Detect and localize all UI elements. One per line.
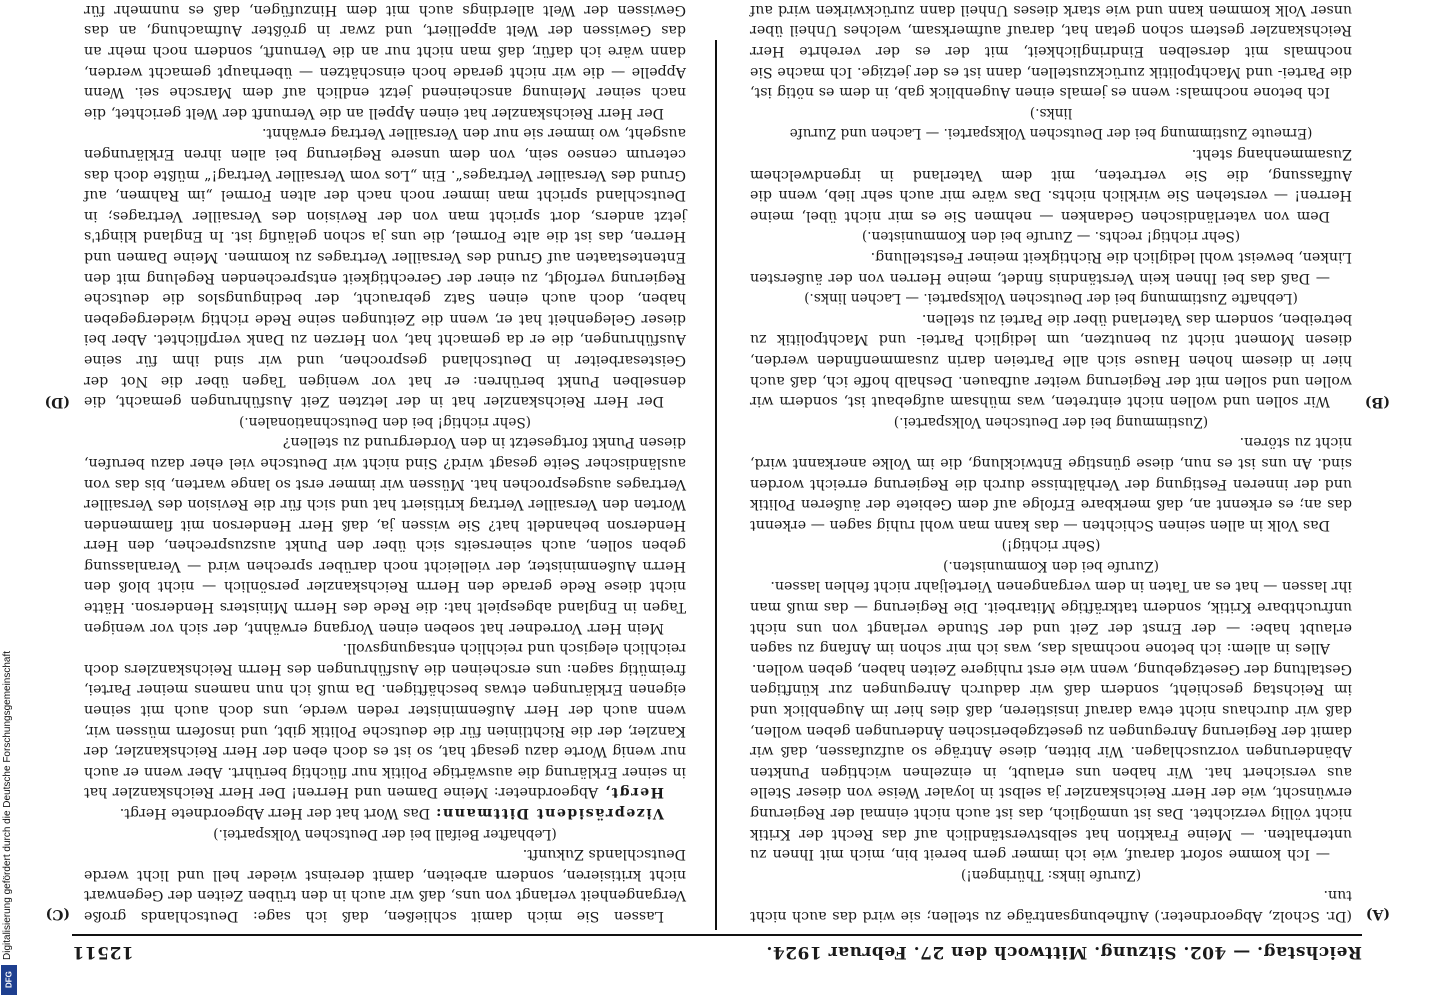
- paragraph: Dem von vaterländischen Gedanken — nehmen Sie es mir nicht übel, meine Herren! — verstehen Sie wirklich nichts. Das wäre mir auch sehr lieb, wenn die Auffassung, die Sie vertreten, mit dem Vaterland in irgendwelchem Zusammenhang steht.: [750, 146, 1352, 224]
- speaker-label: Vizepräsident Dittmann:: [434, 805, 664, 822]
- paragraph: Mein Herr Vorredner hat soeben einen Vorgang erwähnt, der sich vor wenigen Tagen in England abgespielt hat: die Rede des Herrn Ministers Henderson. Hätte nicht diese Rede gerade den Herrn Reichskanzler persönlich — nicht bloß den Herrn Außenminister, der vielleicht noch darüber sprechen wird — Veranlassung geben sollen, auch seinerseits sich über den Punkt auszusprechen, den Herr Henderson behandelt hat? Sie wissen ja, daß Herr Henderson mit flammenden Worten den Versailler Vertrag kritisiert hat und sich für die Revision des Versailler Vertrages ausgesprochen hat. Müssen wir immer erst so lange warten, bis das von ausländischer Seite gesagt wird? Sind nicht wir Deutsche viel eher dazu berufen, diesen Punkt fortgesetzt in den Vordergrund zu stellen?: [84, 434, 686, 636]
- interjection: (Zustimmung bei der Deutschen Volkspartei.): [893, 413, 1209, 430]
- digitization-sidebar: [0, 600, 18, 1000]
- paragraph: [84, 802, 686, 823]
- paragraph: — Daß das bei Ihnen kein Verständnis findet, meine Herren von der äußersten Linken, beweist wohl lediglich die Richtigkeit meiner Feststellung.: [750, 249, 1352, 286]
- margin-marker-b: (B): [1364, 394, 1390, 410]
- paragraph: Wir sollen und wollen nicht eintreten, was mühsam aufgebaut ist, sondern wir wollen und sollen mit der Regierung weiter aufbauen. Deshalb hoffe ich, daß auch hier in diesem hohen Hause sich alle Parteien darin zusammenfinden werden, diesen Moment nicht zu benutzen, um lediglich Partei- und Machtpolitik zu betreiben, sondern das Vaterland über die Partei zu stellen.: [750, 310, 1352, 410]
- interjection: (Sehr richtig! bei den Deutschnationalen.): [239, 413, 531, 430]
- page-number: 12511: [72, 942, 134, 962]
- column-rule: [715, 40, 717, 930]
- speaker-label: (Dr. Scholz, Abgeordneter.): [1154, 908, 1352, 924]
- dfg-logo: DFG: [1, 965, 17, 995]
- page-content: [44, 1, 1390, 970]
- paragraph: Ich betone nochmals: wenn es jemals einen Augenblick gab, in dem es nötig ist, die Partei- und Machtpolitik zurückzustellen, dann ist es der jetzige. Ich mache Sie nochmals mit derselben Eindringlichkeit, mit der es der verehrte Herr Reichskanzler gestern schon getan hat, darauf aufmerksam, welches Unheil über unser Volk kommen kann und wie stark dieses Unheil dann zurückwirken wird auf: [750, 1, 1352, 101]
- margin-marker-c: (C): [45, 906, 70, 922]
- digitization-credit: Digitalisierung gefördert durch die Deutsche Forschungsgemeinschaft: [2, 650, 13, 960]
- interjection: (Lebhafte Zustimmung bei der Deutschen Volkspartei. — Lachen links.): [804, 290, 1298, 307]
- interjection: (Sehr richtig!): [1001, 537, 1101, 554]
- left-column: [749, 1, 1352, 926]
- interjection: (Zurufe bei den Kommunisten.): [943, 557, 1159, 574]
- paragraph: [84, 638, 686, 803]
- paragraph: [750, 885, 1352, 926]
- paragraph-text: Abgeordneter: Meine Damen und Herren! Der Herr Reichskanzler hat in seiner Erklärung die auswärtige Politik nur flüchtig berührt. Aber wenn er auch nur wenig Worte dazu gesagt hat, so ist es doch eben der Herr Reichskanzler, der Kanzler, der die Richtlinien für die deutsche Politik gibt, und insofern müssen wir, wenn auch der Herr Außenminister reden werde, uns doch auch mit seinen eigenen Erklärungen etwas beschäftigen. Da muß ich nun namens meiner Partei, freimütig sagen: uns erscheinen die Ausführungen des Herrn Reichskanzlers doch reichlich elegisch und reichlich entsagungsvoll.: [84, 640, 686, 801]
- interjection: (Sehr richtig! rechts. — Zurufe bei den Kommunisten.): [861, 228, 1241, 245]
- session-heading: Reichstag. — 402. Sitzung. Mittwoch den 27. Februar 1924.: [765, 942, 1362, 962]
- interjection: (Lebhafter Beifall bei der Deutschen Volkspartei.): [213, 825, 557, 842]
- speaker-label: Hergt,: [603, 784, 664, 801]
- paragraph: Alles in allem: ich betone nochmals das, was ich mir schon im Anfang zu sagen erlaubt habe: — der Ernst der Zeit und der Stunde verlangt von uns nicht unfruchtbare Kritik, sondern tatkräftige Mitarbeit. Die Regierung — das muß man ihr lassen — hat es an Taten in dem vergangenen Vierteljahr nicht fehlen lassen.: [750, 578, 1352, 657]
- paragraph: Das Volk in allen seinen Schichten — das kann man wohl ruhig sagen — erkennt das an; es erkennt an, daß merkbare Erfolge auf dem Gebiete der äußeren Politik und der inneren Festigung der Verhältnisse durch die Regierung erreicht worden sind. An uns ist es nun, diese günstige Entwicklung, die im Volke anerkannt wird, nicht zu stören.: [750, 434, 1352, 533]
- interjection: (Zurufe links: Thüringen!): [960, 866, 1142, 883]
- header-rule: [72, 934, 1362, 936]
- paragraph: Lassen Sie mich damit schließen, daß ich sage: Deutschlands große Vergangenheit verlangt von uns, daß wir auch in den trüben Zeiten der Gegenwart nicht kritisieren, sondern arbeiten, damit dereinst wieder hell und licht werde Deutschlands Zukunft.: [84, 846, 686, 924]
- running-head: [72, 942, 1362, 970]
- paragraph-text: Aufhebungsanträge zu stellen; sie wird das auch nicht tun.: [749, 887, 1352, 924]
- paragraph: — Ich komme sofort darauf, wie ich immer gern bereit bin, mich mit Ihnen zu unterhalten. — Meine Fraktion hat selbstverständlich auf das Recht der Kritik nicht völlig verzichtet. Das ist unmöglich, das ist auch nicht einmal der Regierung erwünscht, wie der Herr Reichskanzler ja selbst in loyaler Weise von dieser Stelle aus versichert hat. Wir haben uns erlaubt, in einzelnen wichtigen Punkten Abänderungen vorzuschlagen. Wir bitten, diese Anträge so aufzufassen, daß wir damit der Regierung Anregungen zu gesetzgeberischen Änderungen geben wollen, daß wir durchaus nicht etwa darauf insistieren, daß dies hier im Augenblick und im Reichstag geschieht, sondern daß wir dadurch Anregungen zur künftigen Gestaltung der Gesetzgebung, wenn wie erst ruhigere Zeiten haben, geben wollen.: [750, 660, 1352, 863]
- paragraph: Der Herr Reichskanzler hat einen Appell an die Vernunft der Welt gerichtet, die nach seiner Meinung anscheinend jetzt endlich auf dem Marsche sei. Wenn Appelle — die wir nicht gerade hoch einschätzen — überhaupt gemacht werden, dann wäre ich dafür, daß man nicht nur an die Vernunft, sondern noch mehr an das Gewissen der Welt appelliert, und zwar in größter Aufmachung, an das Gewissen der Welt allerdings auch mit dem Hinzufügen, daß es nunmehr für: [84, 1, 686, 121]
- margin-marker-d: (D): [44, 394, 70, 410]
- right-column: [84, 1, 686, 926]
- paragraph-text: Das Wort hat der Herr Abgeordnete Hergt.: [119, 805, 431, 822]
- paragraph: Der Herr Reichskanzler hat in der letzten Zeit Ausführungen gemacht, die denselben Punkt berühren: er hat vor wenigen Tagen über die Not der Geistesarbeiter in Deutschland gesprochen, und wir sind ihm für seine Ausführungen, die er da gemacht hat, von Herzen zu Dank verpflichtet. Aber bei dieser Gelegenheit hat er, wenn die Zeitungen seine Rede richtig wiedergegeben haben, doch auch einen Satz gebraucht, der bedingungslos die deutsche Regierung verfolgt, zu einer der Gerechtigkeit entsprechenden Regelung mit den Ententestaaten auf Grund des Versailler Vertrages zu kommen. Meine Damen und Herren, das ist die alte Formel, die uns ja schon geläufig ist. In England klingt's jetzt anders, dort spricht man von der Revision des Versailler Vertrages; in Deutschland spricht man immer noch nach der alten Formel „im Rahmen, auf Grund des Versailler Vertrages“. Ein „Los vom Versailler Vertrag!“ müßte doch das ceterum censeo sein, von dem unsere Regierung bei allen ihren Erklärungen ausgeht, wo immer sie nur den Versailler Vertrag erwähnt.: [84, 125, 686, 410]
- margin-marker-a: (A): [1365, 906, 1390, 922]
- interjection: (Erneute Zustimmung bei der Deutschen Volkspartei. — Lachen und Zurufe links.): [789, 104, 1313, 142]
